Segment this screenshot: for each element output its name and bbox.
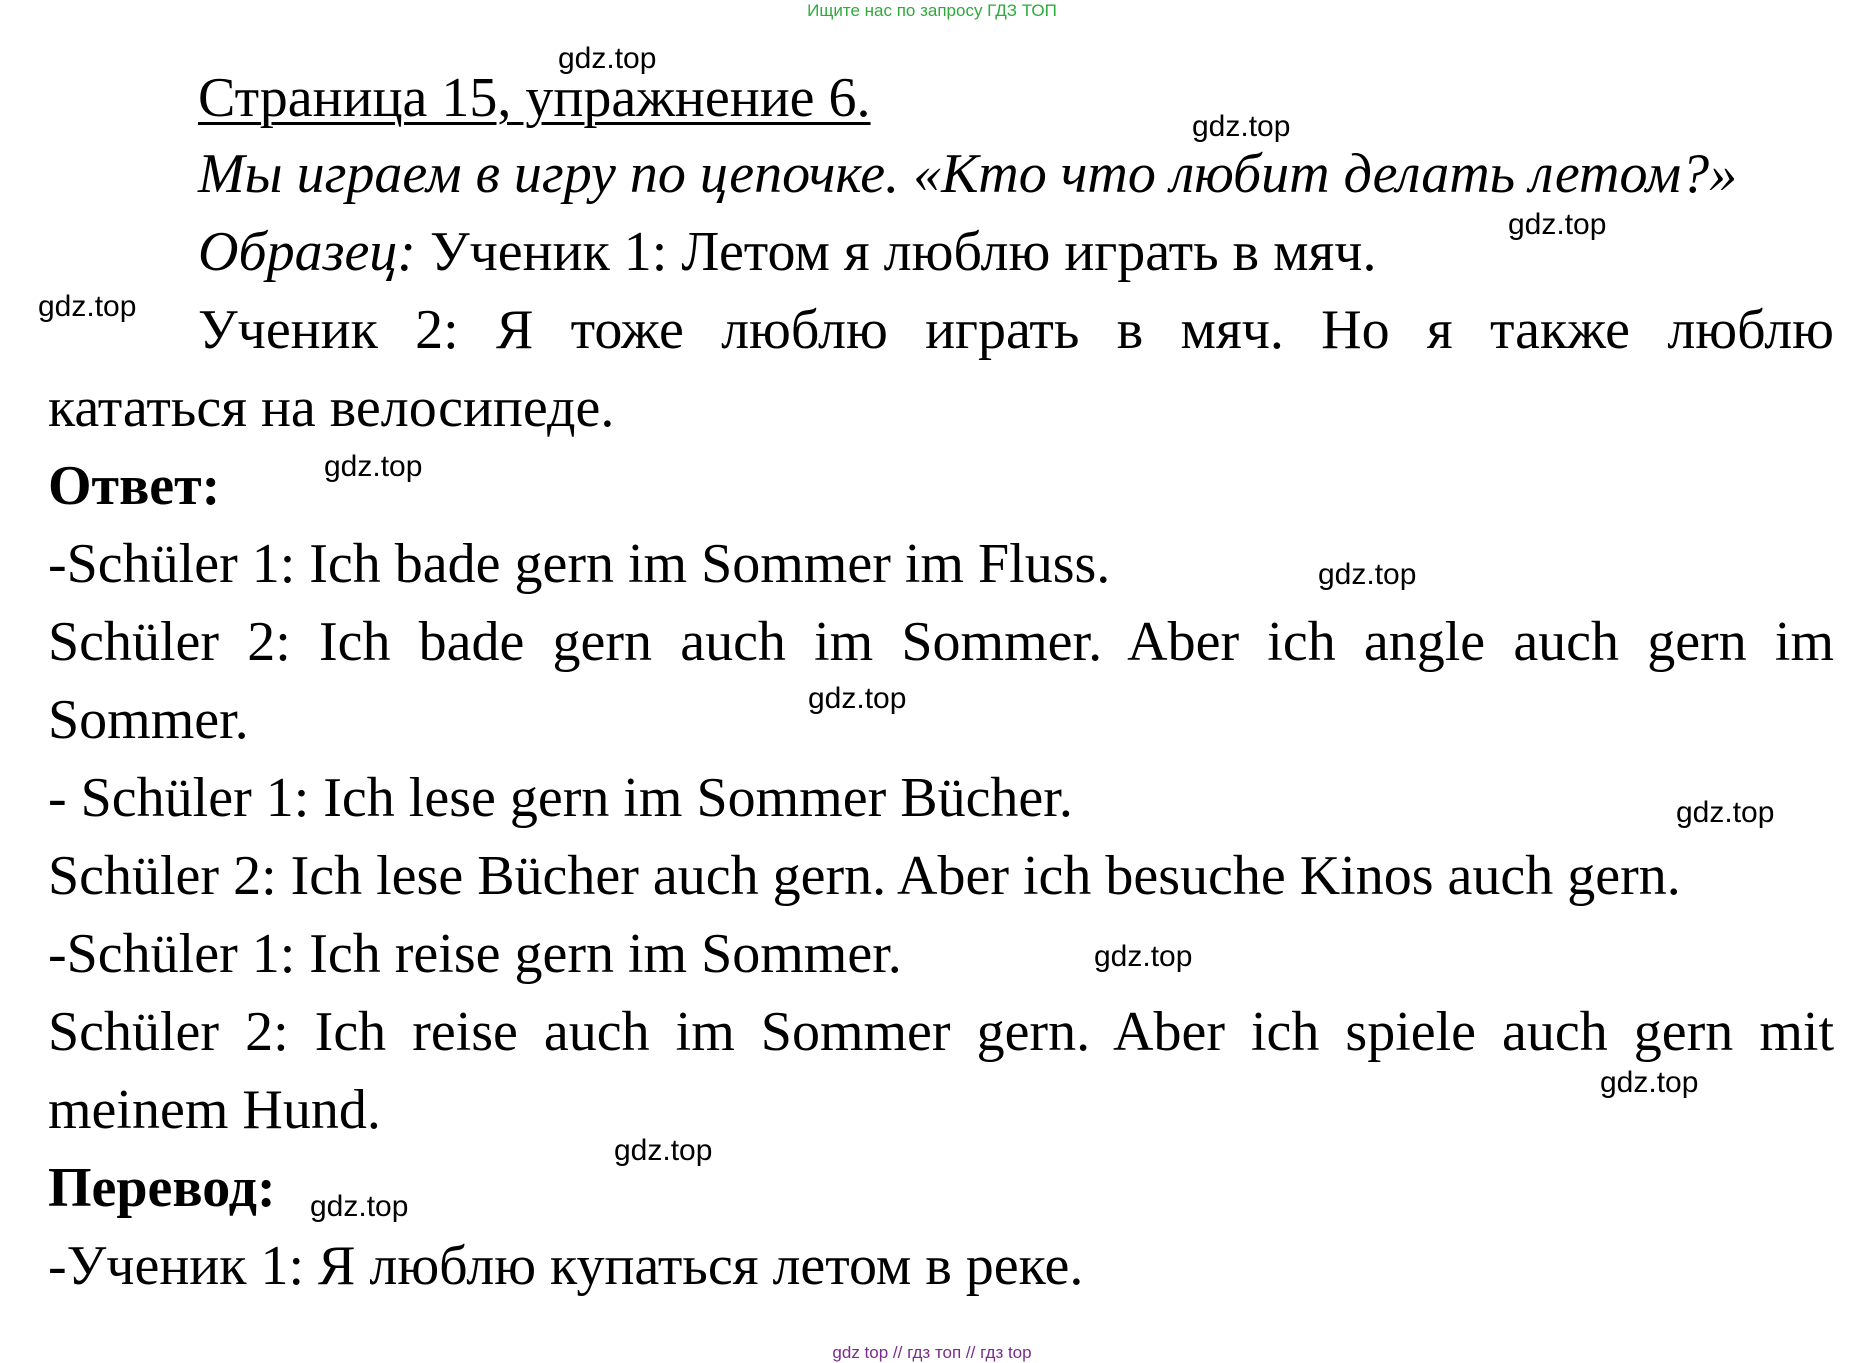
watermark: gdz.top — [1508, 208, 1607, 241]
translation-heading: Перевод: — [48, 1157, 276, 1219]
answer-line: -Schüler 1: Ich bade gern im Sommer im Fluss. — [48, 533, 1111, 595]
watermark: gdz.top — [1192, 110, 1291, 143]
watermark: gdz.top — [614, 1134, 713, 1167]
answer-line: -Schüler 1: Ich reise gern im Sommer. — [48, 923, 902, 985]
watermark: gdz.top — [558, 42, 657, 75]
task-instruction: Мы играем в игру по цепочке. «Кто что любит делать летом?» — [198, 143, 1738, 205]
page-title: Страница 15, упражнение 6. — [198, 67, 871, 129]
example-label: Образец: — [198, 221, 416, 283]
watermark: gdz.top — [324, 450, 423, 483]
example-text-1: Ученик 1: Летом я люблю играть в мяч. — [415, 221, 1377, 283]
example-line-3: кататься на велосипеде. — [48, 377, 615, 439]
watermark: gdz.top — [38, 290, 137, 323]
translation-line: -Ученик 1: Я люблю купаться летом в реке. — [48, 1235, 1084, 1297]
answer-line: Schüler 2: Ich reise auch im Sommer gern. Aber ich spiele auch gern mit — [48, 1001, 1834, 1063]
example-line-1 — [198, 220, 1376, 284]
watermark: gdz.top — [1676, 796, 1775, 829]
bottom-banner: gdz top // гдз топ // гдз top — [832, 1343, 1032, 1362]
answer-line: Sommer. — [48, 689, 249, 751]
watermark: gdz.top — [808, 682, 907, 715]
watermark: gdz.top — [1600, 1066, 1699, 1099]
watermark: gdz.top — [310, 1190, 409, 1223]
answer-heading: Ответ: — [48, 455, 221, 517]
watermark: gdz.top — [1318, 558, 1417, 591]
answer-line: Schüler 2: Ich lese Bücher auch gern. Aber ich besuche Kinos auch gern. — [48, 845, 1681, 907]
top-banner: Ищите нас по запросу ГДЗ ТОП — [807, 1, 1057, 20]
answer-line: - Schüler 1: Ich lese gern im Sommer Bücher. — [48, 767, 1073, 829]
watermark: gdz.top — [1094, 940, 1193, 973]
answer-line: Schüler 2: Ich bade gern auch im Sommer. Aber ich angle auch gern im — [48, 611, 1834, 673]
example-line-2: Ученик 2: Я тоже люблю играть в мяч. Но я также люблю — [198, 299, 1834, 361]
answer-line: meinem Hund. — [48, 1079, 381, 1141]
